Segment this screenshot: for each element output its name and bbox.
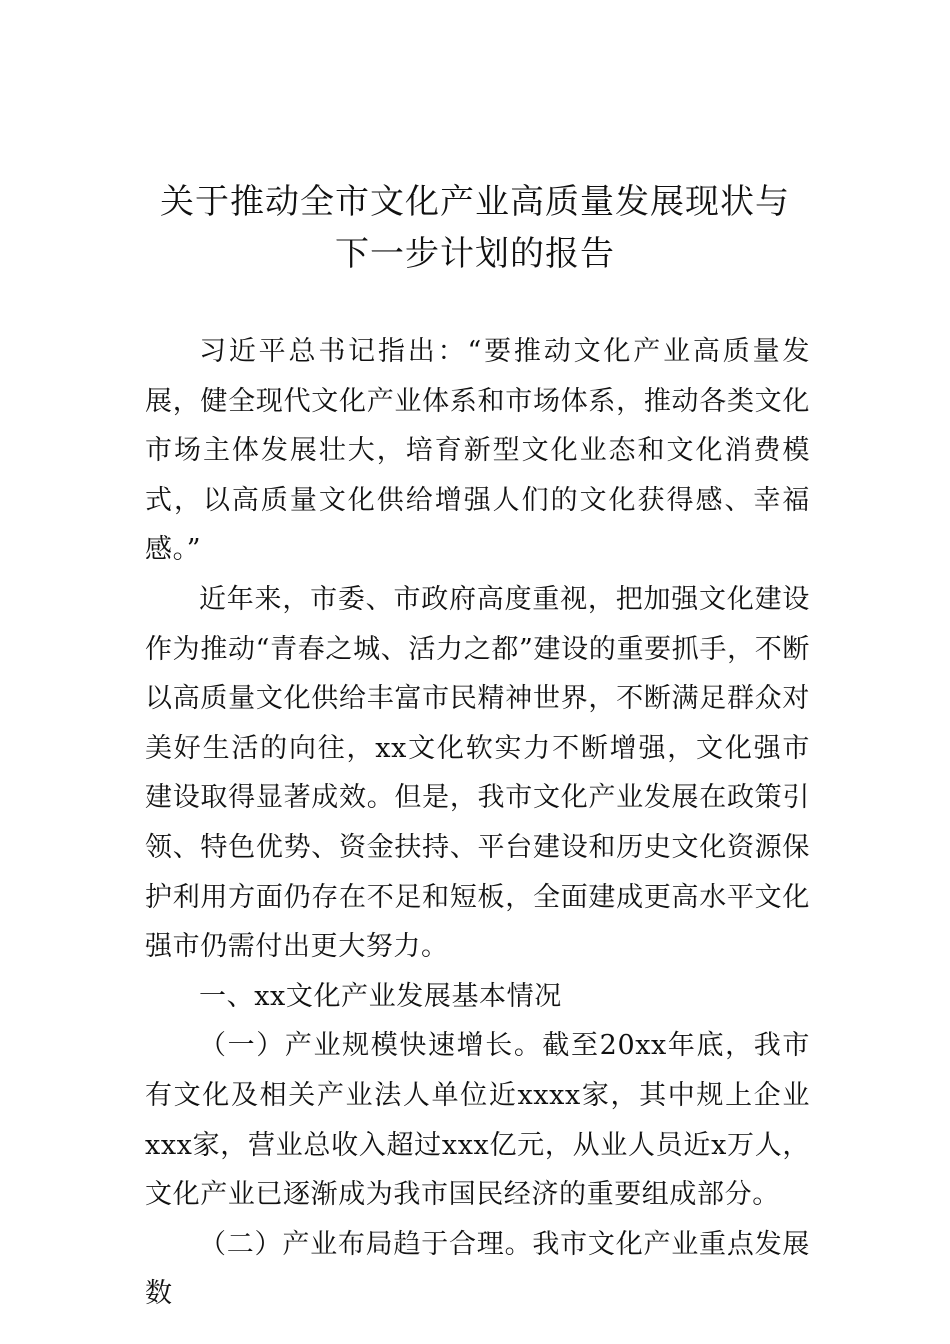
paragraph-industry-scale: （一）产业规模快速增长。截至20xx年底，我市有文化及相关产业法人单位近xxxx家，其中规上企业xxx家，营业总收入超过xxx亿元，从业人员近x万人，文化产业已逐渐成为我市国民经济的重要组成部分。 (145, 1030, 810, 1211)
title-line-1: 关于推动全市文化产业高质量发展现状与 (160, 182, 790, 222)
section-heading-1: 一、xx文化产业发展基本情况 (199, 980, 562, 1012)
title-line-2: 下一步计划的报告 (335, 234, 615, 274)
paragraph-industry-layout: （二）产业布局趋于合理。我市文化产业重点发展数 (145, 1228, 810, 1310)
document-title (120, 176, 830, 280)
paragraph-background: 近年来，市委、市政府高度重视，把加强文化建设作为推动“青春之城、活力之都”建设的重要抓手，不断以高质量文化供给丰富市民精神世界，不断满足群众对美好生活的向往，xx文化软实力不断增强，文化强市建设取得显著成效。但是，我市文化产业发展在政策引领、特色优势、资金扶持、平台建设和历史文化资源保护利用方面仍存在不足和短板，全面建成更高水平文化强市仍需付出更大努力。 (145, 583, 810, 963)
paragraph-quote: 习近平总书记指出：“要推动文化产业高质量发展，健全现代文化产业体系和市场体系，推动各类文化市场主体发展壮大，培育新型文化业态和文化消费模式，以高质量文化供给增强人们的文化获得感、幸福感。” (145, 336, 810, 566)
document-body (145, 327, 810, 1319)
